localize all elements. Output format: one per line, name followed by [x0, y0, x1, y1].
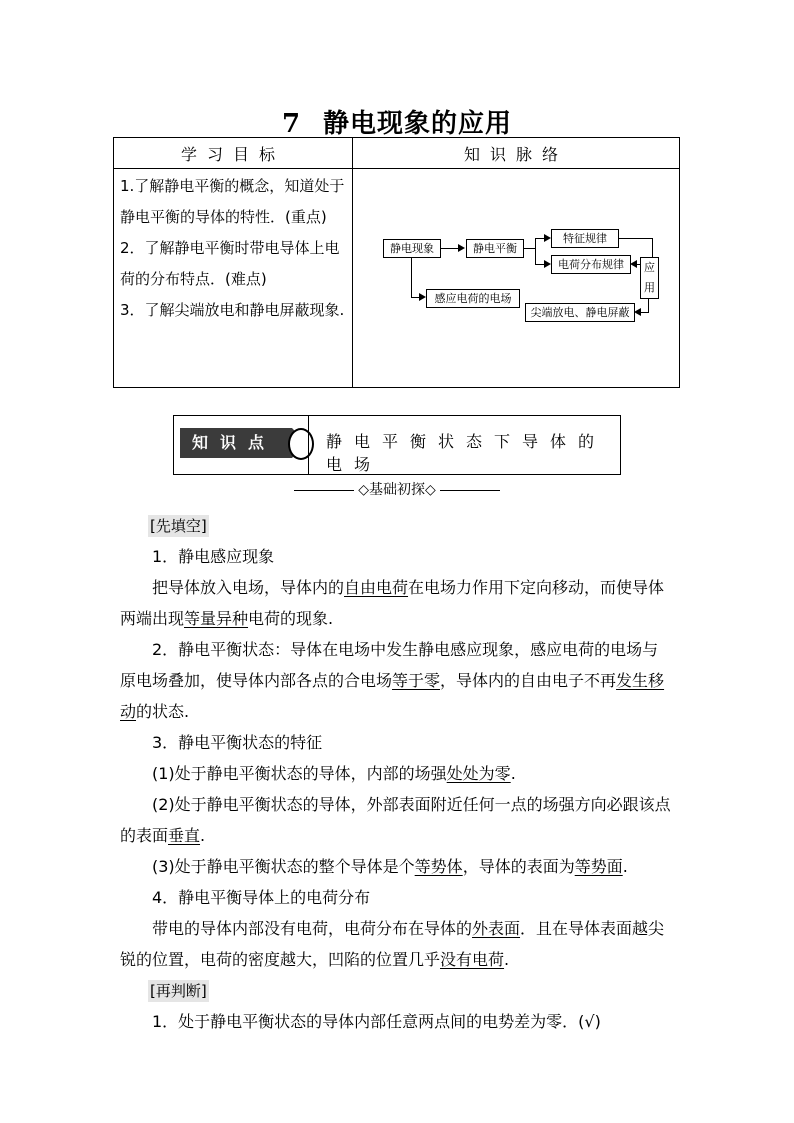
goals-cell [114, 169, 353, 388]
arrow-right-icon [419, 293, 426, 301]
answer-blank: 等量异种 [184, 609, 249, 628]
section-label-row [0, 479, 794, 499]
section-label: ◇基础初探◇ [358, 482, 436, 498]
chapter-title: 静电现象的应用 [323, 109, 513, 139]
arrow-left-icon [634, 308, 641, 316]
knowledge-point-banner [173, 415, 621, 475]
paragraph-3a: (1)处于静电平衡状态的导体，内部的场强处处为零. [152, 764, 516, 783]
heading-4: 4．静电平衡导体上的电荷分布 [152, 888, 371, 907]
judge-item-1: 1．处于静电平衡状态的导体内部任意两点间的电势差为零．(√) [152, 1012, 601, 1031]
answer-blank: 等于零 [392, 671, 441, 690]
answer-blank: 垂直 [168, 826, 201, 845]
box-electrostatic-equilibrium: 静电平衡 [466, 239, 524, 258]
answer-blank: 等势面 [574, 857, 623, 876]
arrow-right-icon [544, 234, 551, 242]
arrow-left-icon [630, 260, 637, 268]
connector [440, 248, 460, 249]
chapter-number: 7 [281, 109, 302, 139]
box-electrostatic-phenomena: 静电现象 [383, 239, 441, 258]
connector [535, 238, 536, 264]
answer-blank: 没有电荷 [440, 950, 505, 969]
arrow-right-icon [458, 244, 465, 252]
badge-circle-icon [288, 428, 314, 460]
knowledge-map-diagram [353, 169, 680, 388]
goal-1: 1.了解静电平衡的概念，知道处于静电平衡的导体的特性．(重点) [120, 177, 345, 226]
box-induced-charge-field: 感应电荷的电场 [426, 289, 520, 308]
header-knowledge-map: 知识脉络 [353, 138, 680, 169]
answer-blank: 自由电荷 [344, 578, 409, 597]
connector [618, 238, 652, 239]
knowledge-point-title: 静电平衡状态下导体的电场 [326, 432, 607, 474]
answer-blank: 发生移动 [120, 671, 665, 721]
answer-blank: 外表面 [472, 919, 521, 938]
box-point-discharge-shielding: 尖端放电、静电屏蔽 [525, 303, 635, 322]
page-title [0, 103, 794, 140]
paragraph-4: 带电的导体内部没有电荷，电荷分布在导体的外表面．且在导体表面越尖锐的位置，电荷的密度越大，凹陷的位置几乎没有电荷. [120, 919, 665, 969]
box-characteristics: 特征规律 [551, 229, 619, 248]
heading-3: 3．静电平衡状态的特征 [152, 733, 323, 752]
connector [641, 312, 649, 313]
connector [411, 257, 412, 297]
main-content [120, 510, 674, 1037]
knowledge-point-badge: 知识点 [180, 428, 292, 458]
tag-judge: [再判断] [150, 982, 207, 1000]
divider [440, 490, 500, 491]
heading-1: 1．静电感应现象 [152, 547, 275, 566]
paragraph-3b: (2)处于静电平衡状态的导体，外部表面附近任何一点的场强方向必跟该点的表面垂直. [120, 795, 671, 845]
arrow-right-icon [544, 260, 551, 268]
divider [294, 490, 354, 491]
goal-3: 3．了解尖端放电和静电屏蔽现象. [120, 301, 345, 319]
paragraph-3c: (3)处于静电平衡状态的整个导体是个等势体，导体的表面为等势面. [152, 857, 628, 876]
connector [648, 298, 649, 312]
goal-2: 2．了解静电平衡时带电导体上电荷的分布特点．(难点) [120, 239, 340, 288]
paragraph-1: 把导体放入电场，导体内的自由电荷在电场力作用下定向移动，而使导体两端出现等量异种电荷的现象. [120, 578, 665, 628]
box-application: 应用 [640, 257, 659, 299]
header-goals: 学习目标 [114, 138, 353, 169]
objectives-table [113, 137, 680, 388]
box-charge-distribution: 电荷分布规律 [551, 255, 631, 274]
answer-blank: 处处为零 [446, 764, 511, 783]
divider [308, 416, 309, 474]
tag-fill-blank: [先填空] [150, 517, 207, 535]
paragraph-2: 2．静电平衡状态：导体在电场中发生静电感应现象，感应电荷的电场与原电场叠加，使导体内部各点的合电场等于零，导体内的自由电子不再发生移动的状态. [120, 640, 665, 721]
answer-blank: 等势体 [414, 857, 463, 876]
connector [523, 248, 535, 249]
